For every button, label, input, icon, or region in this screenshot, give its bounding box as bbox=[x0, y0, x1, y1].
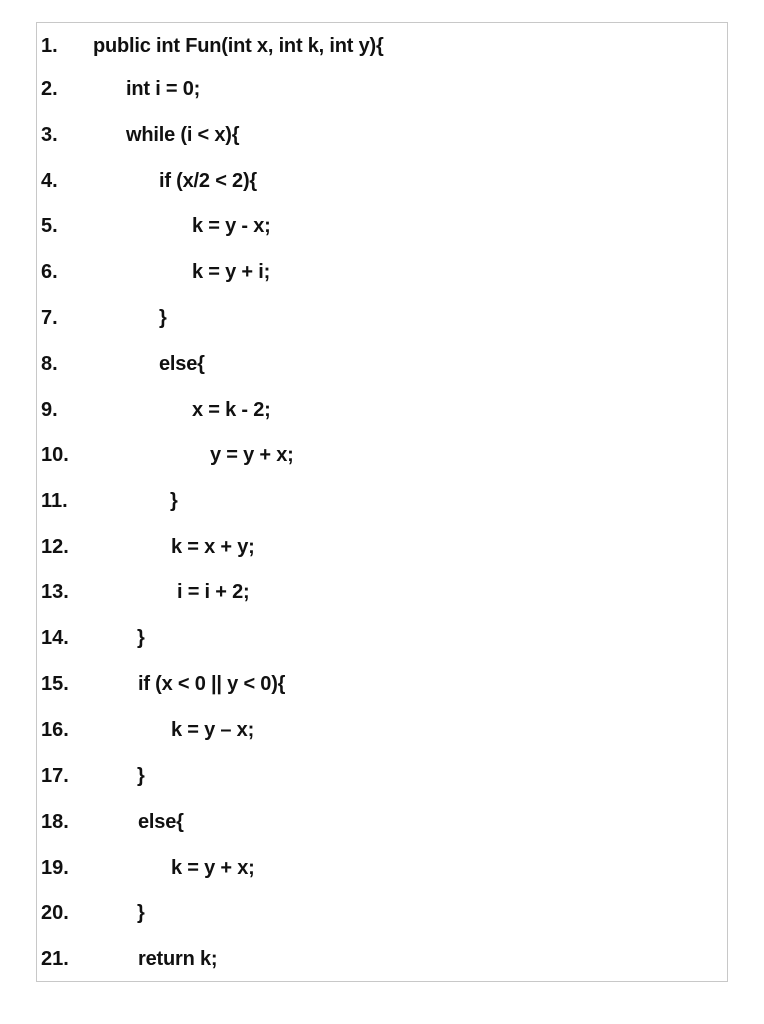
code-line-19 bbox=[37, 845, 727, 891]
line-code: while (i < x){ bbox=[126, 124, 240, 146]
code-line-7 bbox=[37, 295, 727, 341]
line-number: 19. bbox=[41, 857, 69, 879]
line-number: 20. bbox=[41, 902, 69, 924]
code-line-18 bbox=[37, 799, 727, 845]
code-listing bbox=[36, 22, 728, 982]
code-line-3 bbox=[37, 112, 727, 158]
line-code: i = i + 2; bbox=[177, 581, 250, 603]
code-line-11 bbox=[37, 478, 727, 524]
code-line-21 bbox=[37, 936, 727, 982]
line-number: 3. bbox=[41, 124, 58, 146]
line-number: 7. bbox=[41, 307, 58, 329]
code-line-9 bbox=[37, 387, 727, 433]
line-code: } bbox=[137, 627, 145, 649]
line-code: public int Fun(int x, int k, int y){ bbox=[93, 35, 384, 57]
code-line-14 bbox=[37, 615, 727, 661]
line-code: else{ bbox=[159, 353, 205, 375]
line-code: else{ bbox=[138, 811, 184, 833]
line-number: 18. bbox=[41, 811, 69, 833]
line-code: if (x/2 < 2){ bbox=[159, 170, 257, 192]
code-line-12 bbox=[37, 524, 727, 570]
line-number: 10. bbox=[41, 444, 69, 466]
line-number: 5. bbox=[41, 215, 58, 237]
line-code: k = y – x; bbox=[171, 719, 255, 741]
code-line-13 bbox=[37, 569, 727, 615]
line-code: if (x < 0 || y < 0){ bbox=[138, 673, 286, 695]
code-line-2 bbox=[37, 66, 727, 112]
line-code: int i = 0; bbox=[126, 78, 201, 100]
code-line-10 bbox=[37, 432, 727, 478]
line-code: } bbox=[137, 765, 145, 787]
line-code: k = y + i; bbox=[192, 261, 271, 283]
code-line-15 bbox=[37, 661, 727, 707]
line-code: k = y - x; bbox=[192, 215, 271, 237]
code-line-5 bbox=[37, 203, 727, 249]
code-line-6 bbox=[37, 249, 727, 295]
line-code: k = y + x; bbox=[171, 857, 255, 879]
line-code: } bbox=[170, 490, 178, 512]
line-code: } bbox=[159, 307, 167, 329]
line-number: 21. bbox=[41, 948, 69, 970]
code-line-1 bbox=[37, 23, 727, 69]
line-number: 16. bbox=[41, 719, 69, 741]
code-line-8 bbox=[37, 341, 727, 387]
line-number: 13. bbox=[41, 581, 69, 603]
line-number: 14. bbox=[41, 627, 69, 649]
line-number: 1. bbox=[41, 35, 58, 57]
line-number: 12. bbox=[41, 536, 69, 558]
line-code: return k; bbox=[138, 948, 218, 970]
line-code: x = k - 2; bbox=[192, 399, 271, 421]
line-code: } bbox=[137, 902, 145, 924]
code-line-20 bbox=[37, 890, 727, 936]
line-code: y = y + x; bbox=[210, 444, 294, 466]
line-number: 8. bbox=[41, 353, 58, 375]
line-number: 17. bbox=[41, 765, 69, 787]
line-number: 9. bbox=[41, 399, 58, 421]
line-number: 15. bbox=[41, 673, 69, 695]
line-number: 11. bbox=[41, 490, 68, 512]
line-number: 6. bbox=[41, 261, 58, 283]
code-line-4 bbox=[37, 158, 727, 204]
line-code: k = x + y; bbox=[171, 536, 255, 558]
code-line-16 bbox=[37, 707, 727, 753]
line-number: 4. bbox=[41, 170, 58, 192]
line-number: 2. bbox=[41, 78, 58, 100]
code-line-17 bbox=[37, 753, 727, 799]
